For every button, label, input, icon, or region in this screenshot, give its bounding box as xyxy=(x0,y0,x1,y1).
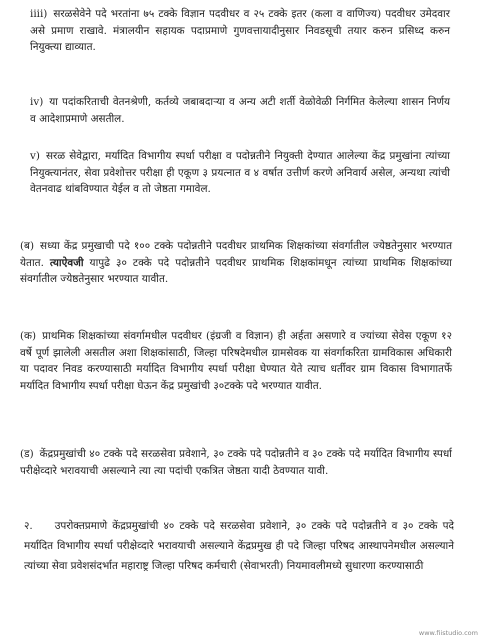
site-watermark: www.fiistudio.com xyxy=(418,629,478,637)
clause-text: केंद्रप्रमुखांची ४० टक्के पदे सरळसेवा प्रवेशाने, ३० टक्के पदे पदोन्नतीने व ३० टक्के पदे मर्यादित विभागीय स्पर्धा परीक्षेव्दारे भरावयाची असल्याने त्या त्या पदांची एकत्रित जेष्ठता यादी ठेवण्यात यावी. xyxy=(20,448,452,477)
clause-text: सरळ सेवेद्वारा, मर्यादित विभागीय स्पर्धा परीक्षा व पदोन्नतीने नियुक्ती देण्यात आलेल्या केंद्र प्रमुखांना त्यांच्या नियुक्त्यानंतर, सेवा प्रवेशोत्तर परीक्षा ही एकूण ३ प्रयत्नात व ४ वर्षात उत्तीर्ण करणे अनिवार्य असेल, अन्यथा त्यांची वेतनवाढ थांबविण्यात येईल व तो जेष्ठता गमावेल. xyxy=(30,150,450,195)
section-number: २. xyxy=(24,520,33,532)
clause-label: (ब) xyxy=(20,240,35,252)
clause-b xyxy=(20,238,452,288)
clause-k xyxy=(20,328,452,394)
clause-iv xyxy=(30,94,450,127)
clause-emphasis: त्याऐवजी xyxy=(49,256,84,269)
clause-text: सरळसेवेने पदे भरतांना ७५ टक्के विज्ञान पदवीधर व २५ टक्के इतर (कला व वाणिज्य) पदवीधर उमेदवार असे प्रमाण राखावे. मंत्रालयीन सहायक पदाप्रमाणे गुणवत्तायादीनुसार निवडसूची तयार करुन प्रसिध्द करुन नियुक्त्या द्याव्यात. xyxy=(30,8,450,53)
clause-label: iv) xyxy=(30,96,44,108)
clause-text: या पदांकरिताची वेतनश्रेणी, कर्तव्ये जबाबदाऱ्या व अन्य अटी शर्ती वेळोवेळी निर्गमित केलेल्या शासन निर्णय व आदेशाप्रमाणे असतील. xyxy=(30,96,450,125)
clause-label: iiii) xyxy=(30,8,48,20)
clause-iiii xyxy=(30,6,450,56)
clause-text: सध्या केंद्र प्रमुखाची पदे १०० टक्के पदोन्नतीने पदवीधर प्राथमिक शिक्षकांच्या संवर्गातील ज्येष्ठतेनुसार भरण्यात येतात. xyxy=(20,240,452,269)
clause-v xyxy=(30,148,450,198)
clause-label: (ड) xyxy=(20,448,34,460)
section-2 xyxy=(24,516,454,576)
clause-text: प्राथमिक शिक्षकांच्या संवर्गामधील पदवीधर (इंग्रजी व विज्ञान) ही अर्हता असणारे व ज्यांच्या सेवेस एकूण १२ वर्षे पूर्ण झालेली असतील अशा शिक्षकांसाठी, जिल्हा परिषदेमधील ग्रामसेवक या संवर्गाकरिता ग्रामविकास अधिकारी या पदावर निवड करण्यासाठी मर्यादित विभागीय स्पर्धा परीक्षा घेण्यात येते त्याच धर्तीवर ग्राम विकास विभागातर्फे मर्यादित विभागीय स्पर्धा परीक्षा घेऊन केंद्र प्रमुखांची ३०टक्के पदे भरण्यात यावीत. xyxy=(20,330,452,392)
clause-label: (क) xyxy=(20,330,37,342)
section-text: उपरोक्तप्रमाणे केंद्रप्रमुखांची ४० टक्के पदे सरळसेवा प्रवेशाने, ३० टक्के पदे पदोन्नतीने व ३० टक्के पदे मर्यादित विभागीय स्पर्धा परीक्षेव्दारे भरावयाची असल्याने केंद्रप्रमुख ही पदे जिल्हा परिषद आस्थापनेमधील असल्याने त्यांच्या सेवा प्रवेशसंदर्भात महाराष्ट्र जिल्हा परिषद कर्मचारी (सेवाभरती) नियमावलीमध्ये सुधारणा करण्यासाठी xyxy=(24,520,454,572)
clause-text-continued: यापुढे ३० टक्के पदे पदोन्नतीने पदवीधर प्राथमिक शिक्षकांमधून त्यांच्या प्राथमिक शिक्षकांच्या संवर्गातील ज्येष्ठतेनुसार भरण्यात यावीत. xyxy=(20,256,453,285)
clause-label: v) xyxy=(30,150,40,162)
clause-d xyxy=(20,446,452,479)
